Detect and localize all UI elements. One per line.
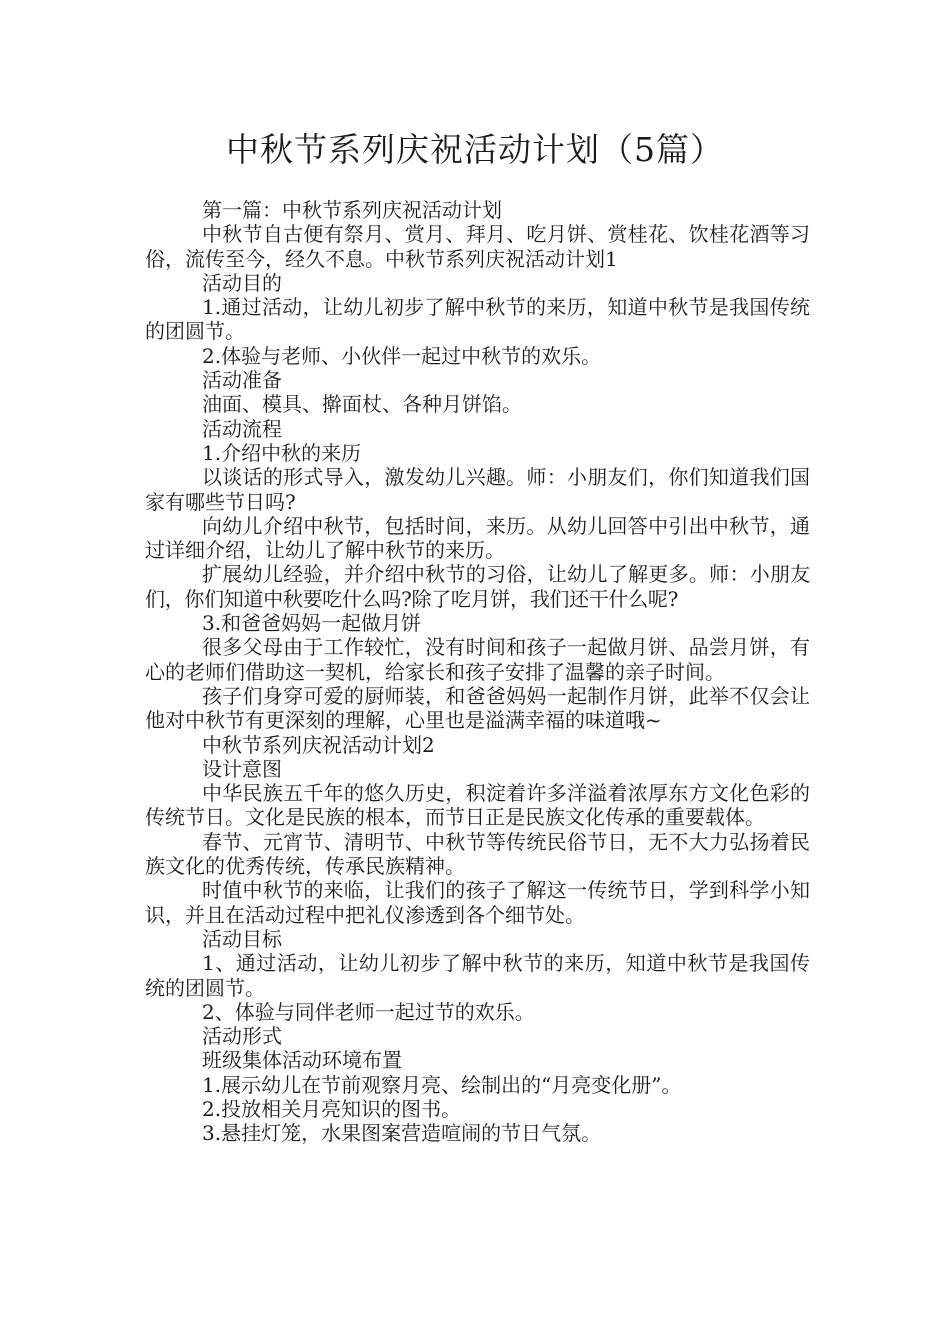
list-item: 2.体验与老师、小伙伴一起过中秋节的欢乐。 bbox=[202, 343, 602, 368]
section-heading: 班级集体活动环境布置 bbox=[202, 1048, 402, 1073]
list-item: 3.和爸爸妈妈一起做月饼 bbox=[202, 611, 422, 636]
body-paragraph: 很多父母由于工作较忙，没有时间和孩子一起做月饼、品尝月饼，有心的老师们借助这一契机，给家长和孩子安排了温馨的亲子时间。 bbox=[145, 635, 810, 684]
list-item: 1、通过活动，让幼儿初步了解中秋节的来历，知道中秋节是我国传统的团圆节。 bbox=[145, 951, 810, 1000]
list-item: 2、体验与同伴老师一起过节的欢乐。 bbox=[202, 999, 535, 1024]
document-body bbox=[145, 198, 810, 1146]
section-heading: 第一篇：中秋节系列庆祝活动计划 bbox=[202, 198, 502, 222]
section-heading: 活动准备 bbox=[202, 368, 282, 393]
body-paragraph: 孩子们身穿可爱的厨师装，和爸爸妈妈一起制作月饼，此举不仅会让他对中秋节有更深刻的理解，心里也是溢满幸福的味道哦~ bbox=[145, 683, 810, 733]
section-heading: 活动形式 bbox=[202, 1024, 282, 1049]
body-paragraph: 中秋节自古便有祭月、赏月、拜月、吃月饼、赏桂花、饮桂花酒等习俗，流传至今，经久不息。中秋节系列庆祝活动计划1 bbox=[145, 222, 810, 271]
document-title: 中秋节系列庆祝活动计划（5篇） bbox=[226, 130, 724, 169]
body-paragraph: 油面、模具、擀面杖、各种月饼馅。 bbox=[202, 392, 522, 417]
list-item: 2.投放相关月亮知识的图书。 bbox=[202, 1096, 462, 1121]
list-item: 1.介绍中秋的来历 bbox=[202, 440, 362, 465]
section-heading: 活动流程 bbox=[202, 416, 282, 441]
section-heading: 设计意图 bbox=[202, 756, 282, 781]
body-paragraph: 时值中秋节的来临，让我们的孩子了解这一传统节日，学到科学小知识，并且在活动过程中把礼仪渗透到各个细节处。 bbox=[145, 878, 810, 927]
body-paragraph: 以谈话的形式导入，激发幼儿兴趣。师：小朋友们，你们知道我们国家有哪些节日吗? bbox=[145, 465, 810, 514]
body-paragraph: 向幼儿介绍中秋节，包括时间，来历。从幼儿回答中引出中秋节，通过详细介绍，让幼儿了解中秋节的来历。 bbox=[145, 513, 810, 563]
section-heading: 活动目标 bbox=[202, 926, 282, 951]
section-heading: 中秋节系列庆祝活动计划2 bbox=[202, 732, 435, 757]
list-item: 3.悬挂灯笼，水果图案营造喧闹的节日气氛。 bbox=[202, 1121, 602, 1146]
body-paragraph: 扩展幼儿经验，并介绍中秋节的习俗，让幼儿了解更多。师：小朋友们，你们知道中秋要吃什么吗?除了吃月饼，我们还干什么呢? bbox=[145, 562, 810, 611]
list-item: 1.通过活动，让幼儿初步了解中秋节的来历，知道中秋节是我国传统的团圆节。 bbox=[145, 295, 810, 344]
body-paragraph: 中华民族五千年的悠久历史，积淀着许多洋溢着浓厚东方文化色彩的传统节日。文化是民族的根本，而节日正是民族文化传承的重要载体。 bbox=[145, 781, 810, 830]
body-paragraph: 春节、元宵节、清明节、中秋节等传统民俗节日，无不大力弘扬着民族文化的优秀传统，传承民族精神。 bbox=[145, 829, 810, 879]
list-item: 1.展示幼儿在节前观察月亮、绘制出的“月亮变化册”。 bbox=[202, 1072, 682, 1097]
section-heading: 活动目的 bbox=[202, 270, 282, 295]
